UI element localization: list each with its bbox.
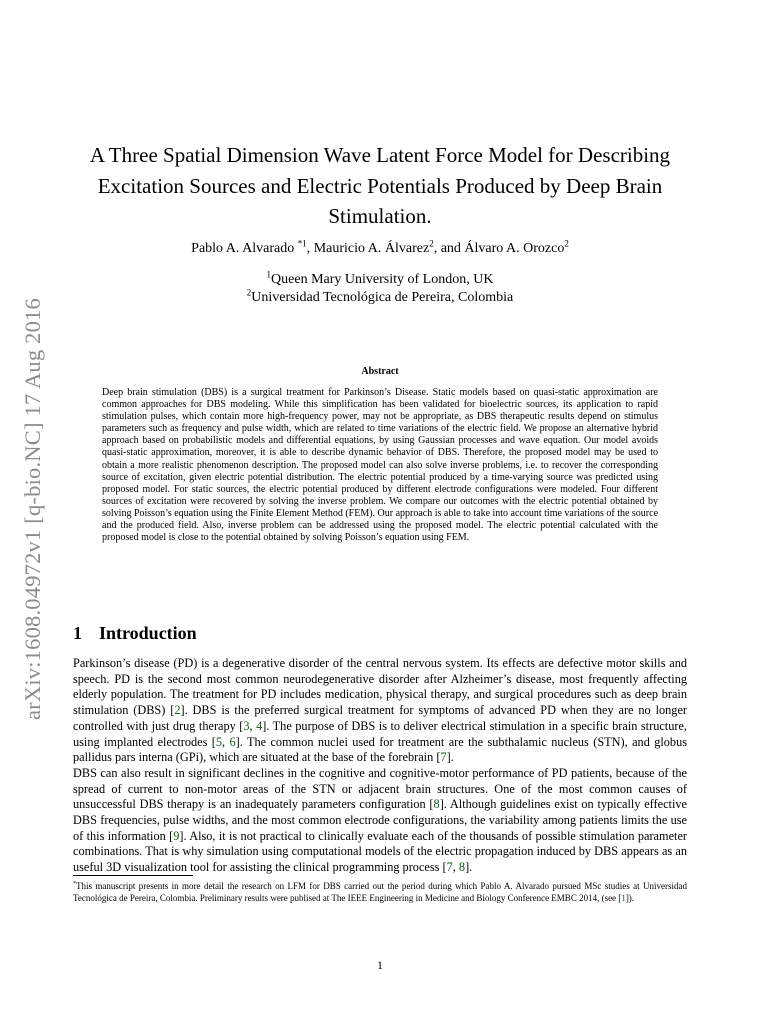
author-mark: 2 xyxy=(564,238,569,249)
affiliation-mark: 1 xyxy=(266,269,272,280)
citation-link[interactable]: 7 xyxy=(440,750,447,765)
body-text: , xyxy=(222,734,230,749)
abstract-text: Deep brain stimulation (DBS) is a surgical treatment for Parkinson’s Disease. Static models based on quasi-static approximation are common approaches for DBS modeling. While this simplification has been validated for bioelectric sources, its application to rapid stimulation pulses, which contain more high-frequency power, may not be appropriate, as DBS therapeutic results depend on stimulus parameters such as frequency and pulse width, which are related to time variations of the electric field. We propose an alternative hybrid approach based on probabilistic models and differential equations, by using Gaussian processes and wave equation. Our model avoids quasi-static approximation, moreover, it is able to describe dynamic behavior of DBS. Therefore, the proposed model may be used to obtain a more realistic phenomenon description. The proposed model can also solve inverse problems, i.e. to recover the corresponding source of excitation, given electric potential distribution. The electric potential produced by a time-varying source was predicted using proposed model. For static sources, the electric potential produced by different electrode configurations were modeled. Four different sources of excitation were recovered by solving the inverse problem. We compare our outcomes with the electric potential obtained by solving Poisson’s equation using the Finite Element Method (FEM). Our approach is able to take into account time variations of the source and the produced field. Also, inverse problem can be addressed using the proposed model. The electric potential calculated with the proposed model is close to the potential obtained by solving Poisson’s equation using FEM. xyxy=(102,387,659,544)
footnote-text xyxy=(73,881,687,903)
body-text: ]. xyxy=(465,860,473,875)
paragraph xyxy=(73,656,687,766)
body-text: ]. The purpose of DBS is to deliver electrical stimulation in a specific brain structure, using implanted electrodes [ xyxy=(73,718,687,749)
affiliation-list xyxy=(73,271,687,307)
citation-link[interactable]: 7 xyxy=(446,860,453,875)
body-text: , xyxy=(452,860,459,875)
body-text: ]). xyxy=(625,893,635,903)
paper-title: A Three Spatial Dimension Wave Latent Force Model for Describing Excitation Sources and Electric Potentials Produced by Deep Brain Stimulation. xyxy=(89,143,671,228)
section-number: 1 xyxy=(73,623,82,643)
body-text: ]. DBS is the preferred surgical treatment for symptoms of advanced PD when they are no longer controlled with just drug therapy [ xyxy=(73,703,687,733)
citation-link[interactable]: 4 xyxy=(256,718,263,733)
citation-link[interactable]: 3 xyxy=(243,718,250,733)
citation-link[interactable]: 8 xyxy=(458,860,466,875)
footnote-divider xyxy=(73,875,193,876)
body-text: , xyxy=(249,718,257,733)
citation-link[interactable]: 6 xyxy=(229,734,236,749)
body-text: ]. xyxy=(446,750,454,765)
affiliation-name: Universidad Tecnológica de Pereira, Colombia xyxy=(251,290,514,305)
author-name: , Mauricio A. Álvarez xyxy=(306,241,430,256)
body-text: Parkinson’s disease (PD) is a degenerative disorder of the central nervous system. Its effects are defective motor skills and speech. PD is the second most common neurodegenerative disorder after Alzheimer’s disease, most frequently affecting elderly population. The treatment for PD includes medication, physical therapy, and surgical procedures such as deep brain stimulation (DBS) [ xyxy=(73,656,687,718)
abstract-heading: Abstract xyxy=(361,366,399,377)
author-name: Pablo A. Alvarado xyxy=(191,241,298,256)
body-text: DBS can also result in significant declines in the cognitive and cognitive-motor performance of PD patients, because of the spread of current to non-motor areas of the STN or adjacent brain structures. One of the most common causes of unsuccessful DBS therapy is an inadequately parameters configuration [ xyxy=(73,765,687,812)
citation-link[interactable]: 8 xyxy=(433,797,440,812)
affiliation-mark: 2 xyxy=(246,287,252,298)
citation-link[interactable]: 1 xyxy=(621,893,626,903)
page-number: 1 xyxy=(377,958,383,972)
paragraph xyxy=(73,766,687,876)
section-title: Introduction xyxy=(99,623,197,643)
affiliation-name: Queen Mary University of London, UK xyxy=(271,272,494,287)
body-text: ]. The common nuclei used for treatment are the subthalamic nucleus (STN), and globus pallidus pars interna (GPi), which are situated at the base of the forebrain [ xyxy=(73,734,688,765)
citation-link[interactable]: 2 xyxy=(174,703,181,718)
affiliation xyxy=(73,289,687,307)
arxiv-identifier-stamp xyxy=(20,220,54,720)
author-mark: 2 xyxy=(429,238,434,249)
citation-link[interactable]: 9 xyxy=(173,828,180,843)
citation-link[interactable]: 5 xyxy=(215,734,223,749)
author-mark: *1 xyxy=(297,238,307,249)
affiliation xyxy=(73,271,687,289)
body-text: ]. Also, it is not practical to clinically evaluate each of the thousands of possible stimulation parameter combinations. That is why simulation using computational models of the electric propagation induced by DBS appears as an useful 3D visualization tool for assisting the clinical programming process [ xyxy=(73,828,687,875)
introduction-body xyxy=(73,656,687,876)
body-text: This manuscript presents in more detail the research on LFM for DBS carried out the period during which Pablo A. Alvarado pursued MSc studies at Universidad Tecnológica de Pereira, Colombia. Preliminary results were publised at The IEEE Engineering in Medicine and Biology Conference EMBC 2014, (see [ xyxy=(73,881,687,903)
section-heading xyxy=(73,621,197,645)
arxiv-identifier-text: arXiv:1608.04972v1 [q-bio.NC] 17 Aug 2016 xyxy=(20,298,45,720)
author-list xyxy=(73,240,687,258)
footnote xyxy=(73,880,687,904)
body-text: ]. Although guidelines exist on typically effective DBS frequencies, pulse widths, and the most common electrode configurations, the variability among patients limits the use of this information [ xyxy=(73,797,687,843)
footnote-mark: * xyxy=(73,881,76,887)
author-name: , and Álvaro A. Orozco xyxy=(433,241,565,256)
